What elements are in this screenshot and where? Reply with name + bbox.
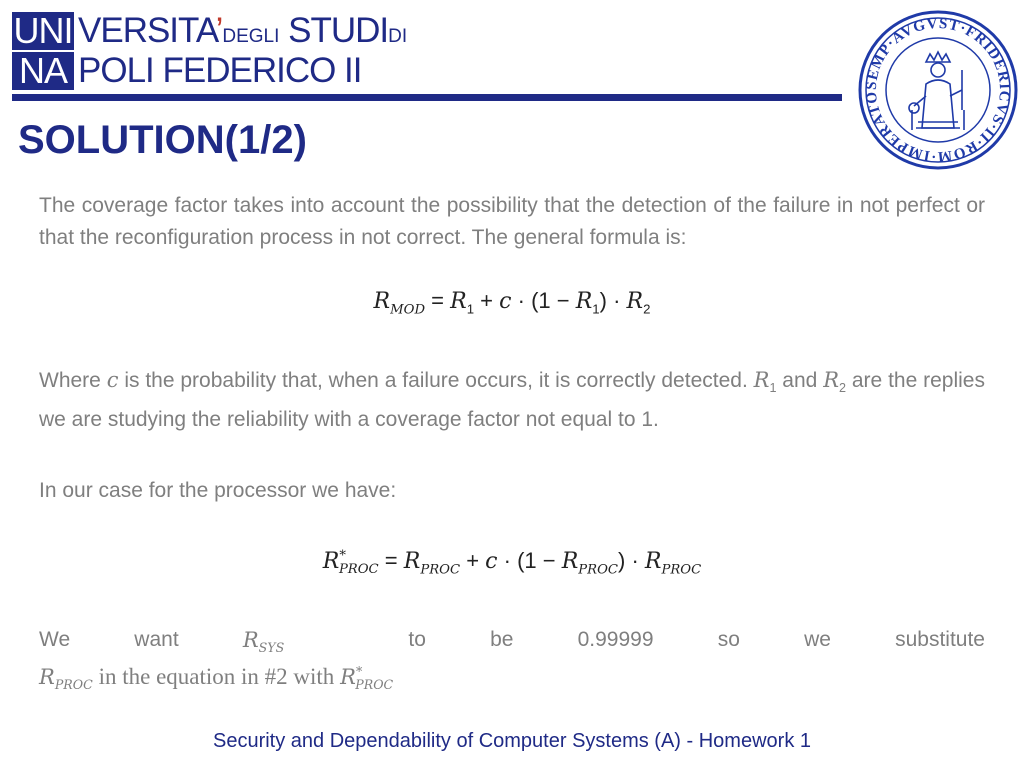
university-logo bbox=[12, 10, 408, 92]
paragraph-where: Where c is the probability that, when a failure occurs, it is correctly detected. $R_1$ and $R_2$ are the replies we are studying the reliability with a coverage factor not equal to 1. bbox=[39, 368, 985, 432]
slide-footer: Security and Dependability of Computer Systems (A) - Homework 1 bbox=[212, 730, 811, 752]
university-seal-icon bbox=[856, 10, 1020, 170]
logo-line2: POLI FEDERICO II bbox=[78, 51, 362, 90]
paragraph-processor: In our case for the processor we have: bbox=[39, 479, 397, 502]
paragraph-want-line1: We want $R_{SYS}$ to be 0.99999 so we substitute bbox=[39, 628, 985, 656]
slide-title: SOLUTION(1/2) bbox=[18, 118, 307, 162]
logo-box-uni: UNI bbox=[13, 10, 73, 51]
paragraph-intro: The coverage factor takes into account the possibility that the detection of the failure in not perfect or that the reconfiguration process in not correct. The general formula is: bbox=[39, 194, 985, 249]
logo-box-na: NA bbox=[12, 52, 74, 90]
formula-rmod: $R_{MOD} = R_1 + c \cdot (1 - R_1) \cdot R_2$ bbox=[373, 288, 651, 318]
logo-line1: VERSITA’DEGLI STUDIDI bbox=[78, 11, 408, 50]
formula-rproc-star: $R^*_{PROC} = R_{PROC} + c \cdot (1 - R_{PROC}) \cdot R_{PROC}$ bbox=[322, 548, 702, 578]
seal-ring-text: SEMP·AVGVST·FRIDERICVS·II·ROM·IMPERATO bbox=[863, 15, 1013, 165]
paragraph-want-line2: $R_{PROC}$ in the equation in #2 with $R^*_{PROC}$ bbox=[39, 664, 394, 693]
header-rule bbox=[12, 94, 842, 101]
